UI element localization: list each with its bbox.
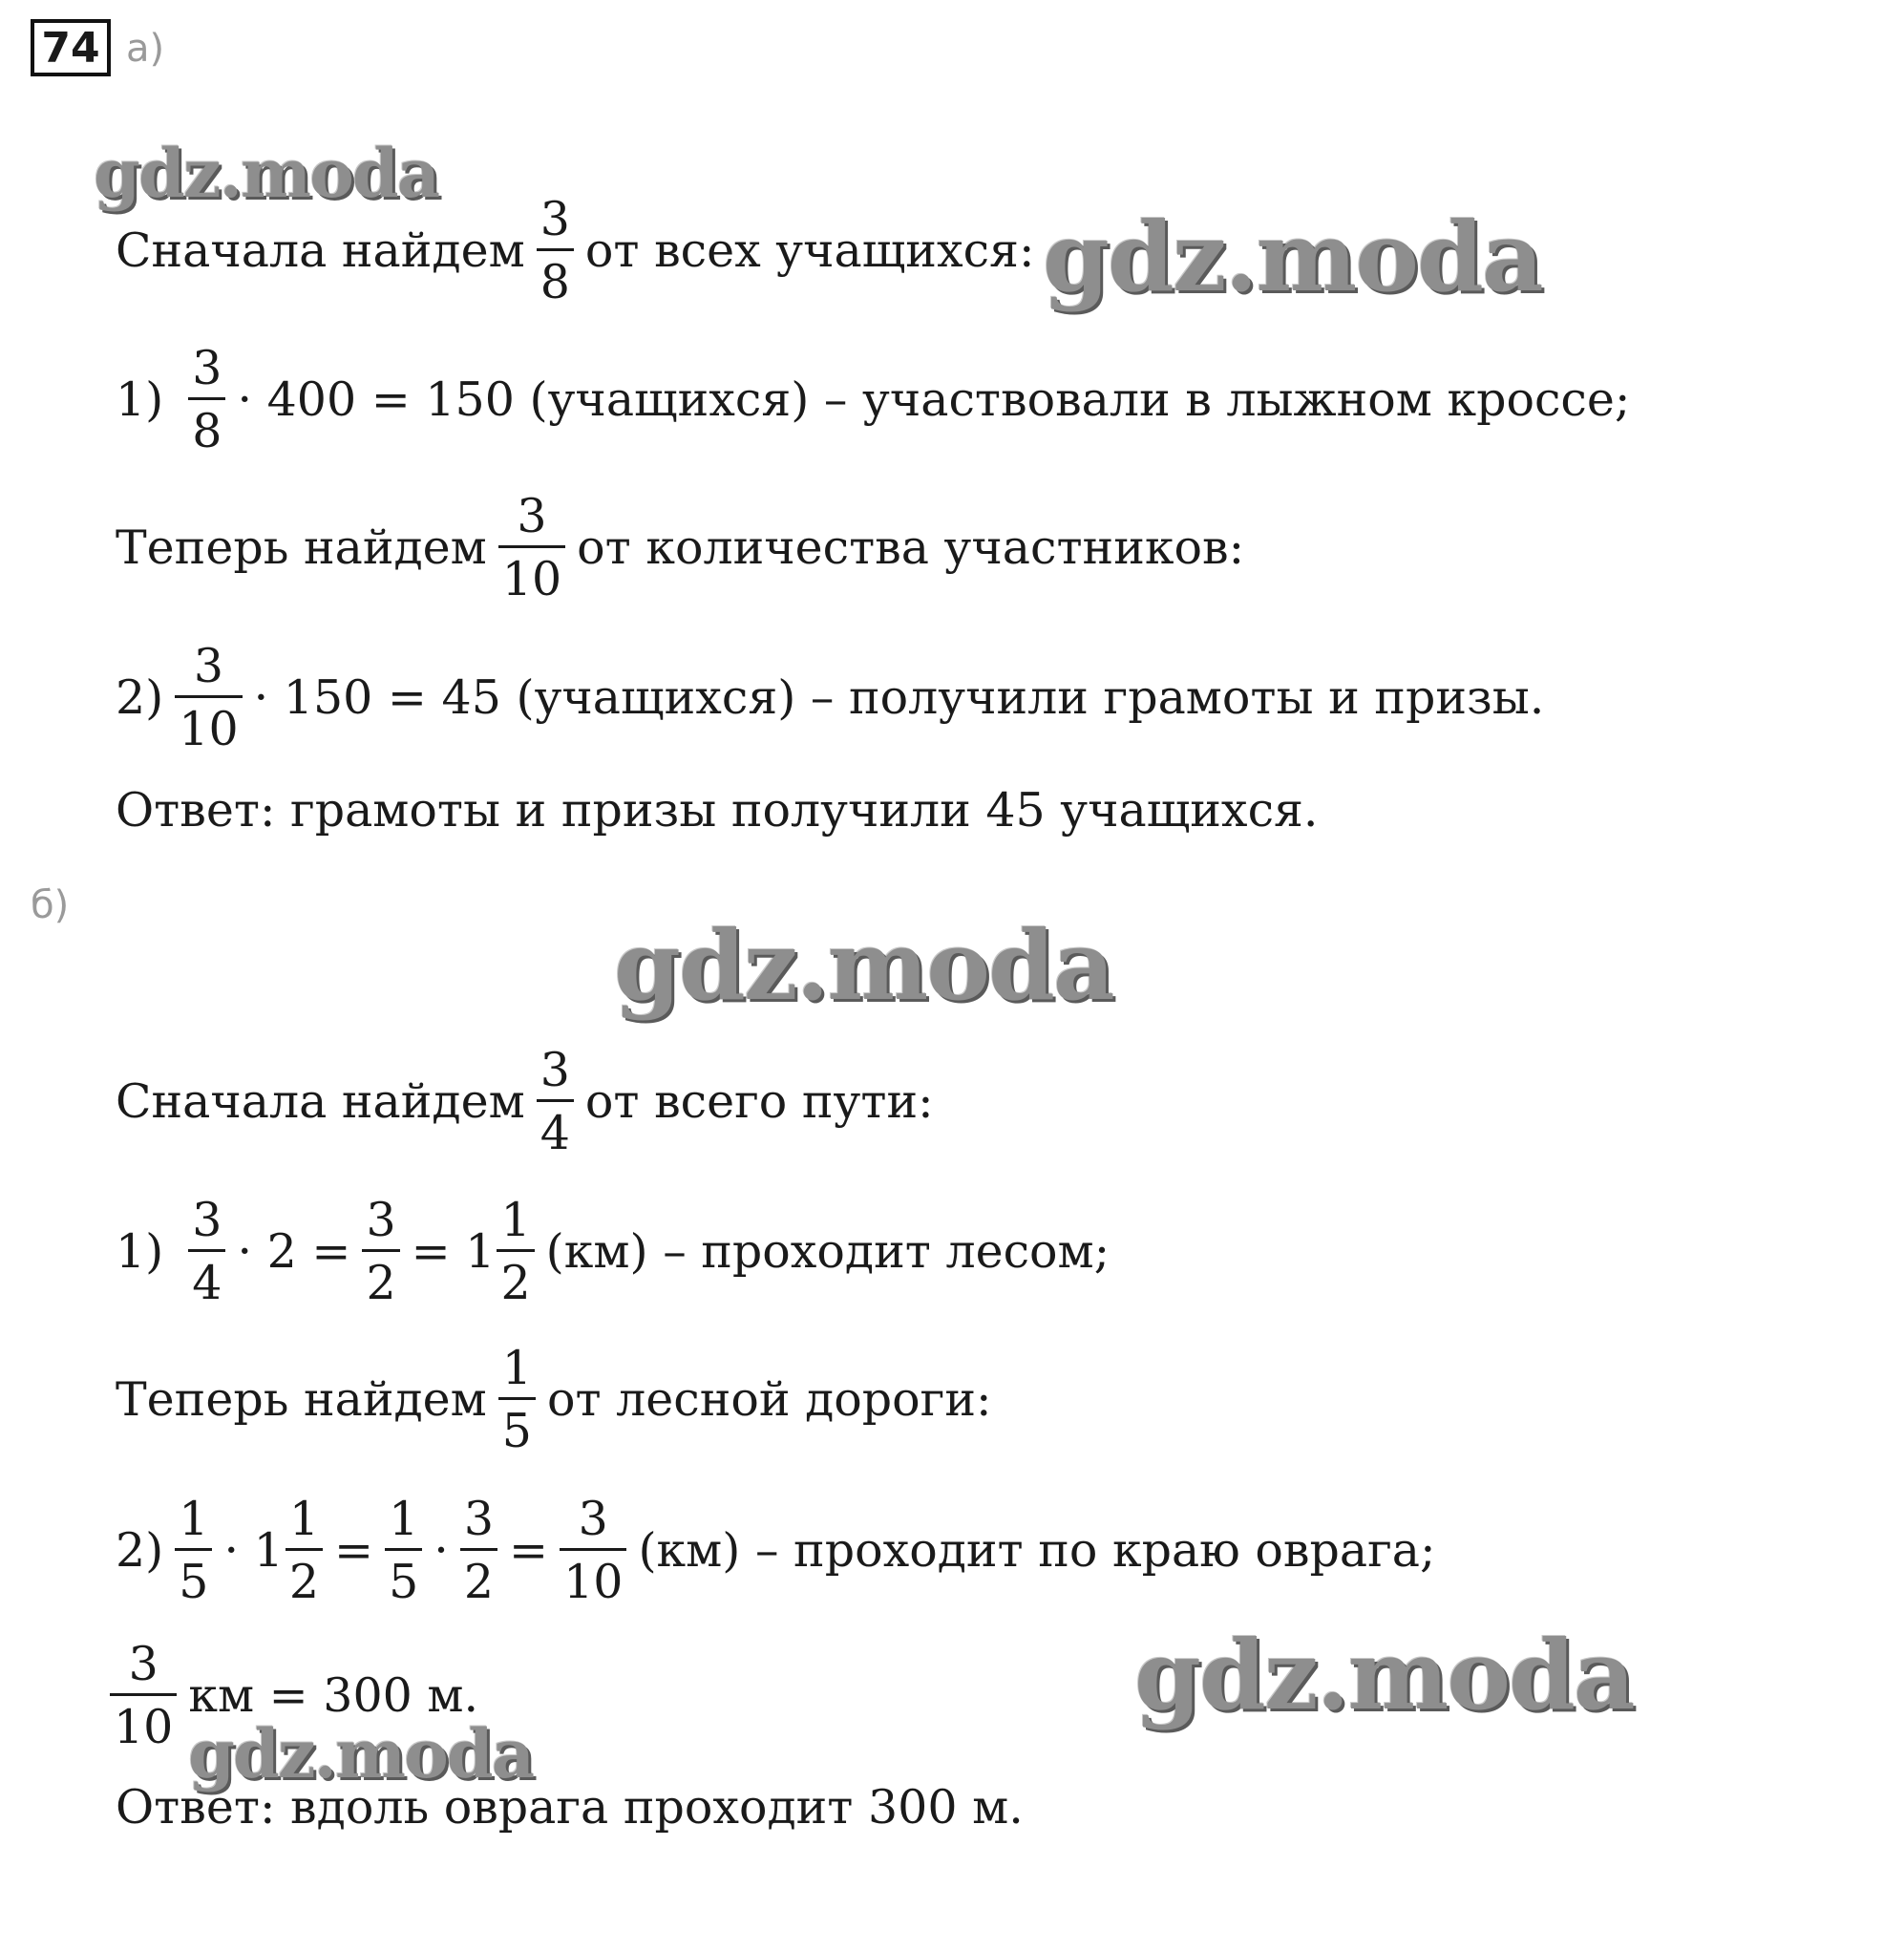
text: · 400 = 150 (учащихся) – участвовали в лыжном кроссе; bbox=[237, 371, 1631, 427]
fraction bbox=[498, 1340, 536, 1458]
text: Сначала найдем bbox=[116, 223, 525, 278]
text: от всего пути: bbox=[584, 1073, 934, 1129]
numerator: 3 bbox=[578, 1491, 608, 1546]
numerator: 1 bbox=[500, 1192, 531, 1247]
fraction bbox=[537, 191, 574, 309]
problem-number: 74 bbox=[31, 19, 111, 76]
numerator: 3 bbox=[539, 1042, 570, 1097]
fraction bbox=[175, 638, 242, 756]
fraction bbox=[362, 1192, 399, 1310]
text: Теперь найдем bbox=[116, 520, 487, 575]
denominator: 5 bbox=[385, 1548, 422, 1605]
denominator: 8 bbox=[537, 248, 574, 306]
denominator: 2 bbox=[497, 1249, 534, 1306]
denominator: 5 bbox=[498, 1397, 536, 1454]
numerator: 3 bbox=[463, 1491, 495, 1546]
fraction bbox=[537, 1042, 574, 1160]
part-a-answer bbox=[116, 772, 1319, 848]
numerator: 1 bbox=[389, 1491, 419, 1546]
text: от количества участников: bbox=[577, 520, 1245, 575]
denominator: 8 bbox=[188, 397, 225, 455]
part-a-line-3 bbox=[116, 488, 1245, 606]
fraction bbox=[497, 1192, 534, 1310]
denominator: 4 bbox=[537, 1099, 574, 1156]
operator: = bbox=[334, 1522, 374, 1578]
text: от всех учащихся: bbox=[584, 223, 1035, 278]
fraction bbox=[175, 1491, 212, 1609]
step-label: 2) bbox=[116, 1522, 164, 1578]
operator: · 2 = bbox=[237, 1223, 351, 1279]
numerator: 3 bbox=[192, 340, 222, 395]
text: от лесной дороги: bbox=[546, 1371, 992, 1427]
text: (км) – проходит лесом; bbox=[545, 1223, 1111, 1279]
fraction bbox=[110, 1636, 177, 1754]
numerator: 1 bbox=[501, 1340, 532, 1395]
step-label: 1) bbox=[116, 371, 164, 427]
part-b-line-3 bbox=[116, 1340, 992, 1458]
step-label: 1) bbox=[116, 1223, 164, 1279]
step-label: 2) bbox=[116, 669, 164, 725]
denominator: 5 bbox=[175, 1548, 212, 1605]
denominator: 10 bbox=[110, 1693, 177, 1750]
denominator: 10 bbox=[175, 695, 242, 753]
part-b-label: б) bbox=[31, 883, 70, 927]
text: Теперь найдем bbox=[116, 1371, 487, 1427]
part-a-line-4 bbox=[116, 638, 1545, 756]
text: (км) – проходит по краю оврага; bbox=[638, 1522, 1436, 1578]
operator: = 1 bbox=[411, 1223, 496, 1279]
text: км = 300 м. bbox=[188, 1667, 479, 1723]
denominator: 2 bbox=[286, 1548, 323, 1605]
watermark-logo: gdz.moda bbox=[614, 909, 1113, 1022]
watermark-logo: gdz.moda bbox=[188, 1714, 534, 1793]
fraction bbox=[460, 1491, 497, 1609]
fraction bbox=[188, 340, 225, 458]
operator: = bbox=[509, 1522, 549, 1578]
part-a-line-2 bbox=[116, 340, 1631, 458]
operator: · 1 bbox=[223, 1522, 284, 1578]
fraction bbox=[385, 1491, 422, 1609]
numerator: 3 bbox=[192, 1192, 222, 1247]
fraction bbox=[286, 1491, 323, 1609]
numerator: 3 bbox=[517, 488, 547, 543]
numerator: 3 bbox=[539, 191, 570, 246]
fraction bbox=[498, 488, 565, 606]
part-b-line-1 bbox=[116, 1042, 934, 1160]
part-b-line-2 bbox=[116, 1192, 1111, 1310]
numerator: 3 bbox=[193, 638, 224, 693]
denominator: 10 bbox=[498, 545, 565, 603]
watermark-logo: gdz.moda bbox=[1043, 201, 1542, 313]
operator: · bbox=[434, 1522, 449, 1578]
text: Сначала найдем bbox=[116, 1073, 525, 1129]
text: · 150 = 45 (учащихся) – получили грамоты и призы. bbox=[253, 669, 1545, 725]
answer-text: Ответ: грамоты и призы получили 45 учащихся. bbox=[116, 782, 1319, 838]
fraction bbox=[560, 1491, 626, 1609]
denominator: 2 bbox=[460, 1548, 497, 1605]
numerator: 3 bbox=[366, 1192, 396, 1247]
denominator: 10 bbox=[560, 1548, 626, 1605]
denominator: 2 bbox=[362, 1249, 399, 1306]
answer-text: Ответ: вдоль оврага проходит 300 м. bbox=[116, 1779, 1024, 1835]
part-a-label: а) bbox=[126, 27, 165, 71]
numerator: 3 bbox=[128, 1636, 159, 1691]
part-b-line-4 bbox=[116, 1491, 1436, 1609]
numerator: 1 bbox=[288, 1491, 319, 1546]
numerator: 1 bbox=[179, 1491, 209, 1546]
fraction bbox=[188, 1192, 225, 1310]
watermark-logo: gdz.moda bbox=[1134, 1619, 1634, 1731]
denominator: 4 bbox=[188, 1249, 225, 1306]
watermark-logo: gdz.moda bbox=[94, 134, 439, 213]
part-a-line-1 bbox=[116, 191, 1035, 309]
